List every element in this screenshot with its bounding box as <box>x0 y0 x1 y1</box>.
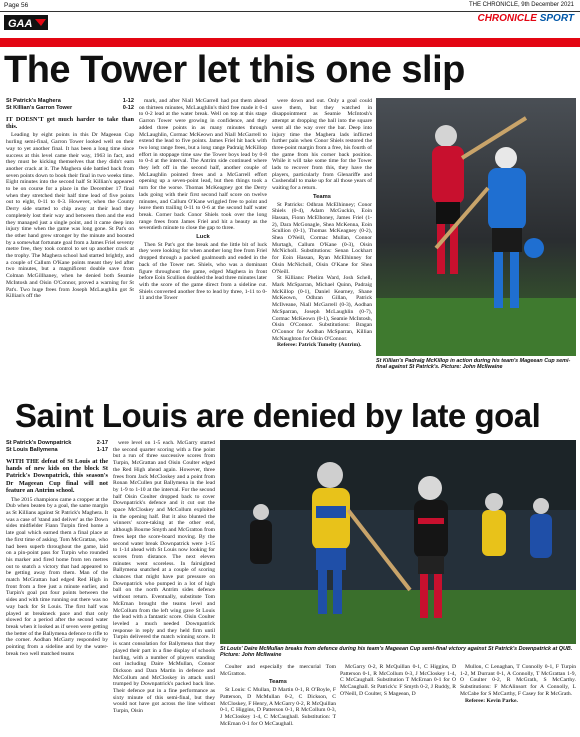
story1-subhead-teams: Teams <box>313 193 331 200</box>
team-name: St Patrick's Downpatrick <box>6 440 72 446</box>
story1-body: were down and out. Only a goal could save them, but they watched in disappointment as Seamie McIntosh's attempt at dropping the ball into the square went all the way over the bar. Deep into injury time the Maghera lads inflicted further pain when Conor Shiels restored the three-point margin from a free, his fourth of the game from his corner back position. While it will take some time for the Tower lads to recover from this, they have the players, particularly from Glenariffe and Cushendall to make up for all those years of waiting for a return. <box>272 98 372 192</box>
story2-column-2 <box>113 440 215 734</box>
brand-main: CHRONICLE <box>477 13 537 24</box>
gaa-logo <box>4 13 48 32</box>
story1-column-2 <box>139 98 267 388</box>
story1-intro: IT DOESN'T get much harder to take than this. <box>6 115 134 130</box>
story2-score-row <box>6 447 108 454</box>
brand-accent: SPORT <box>539 13 574 24</box>
team-score: 2-17 <box>96 440 108 446</box>
story2-caption: St Louis' Daire McMullan breaks from defence during his team's Mageean Cup semi-final victory against St Patrick's Downpatrick at QUB. Picture: John McIlwaine <box>220 646 573 659</box>
team-score: 1-17 <box>96 446 108 453</box>
story1-body: Then St Pat's got the break and the little bit of luck they were looking for when another long free from Friel dropped through a packed goalmouth and ended in the back of the Tower net. Shiels, who was a dominant figure throughout the game, edged Maghera in front before Eoin Scullion doubled the lead three minutes later with the score of the game direct from a sideline cut. Shiels converted another free to lead by three, 1-11 to 0-11 and the Tower <box>139 241 267 302</box>
story1-teams: St Patricks: Odhran McElhinney; Conor Shiels (0-4), Adam McGuckin, Eoin Hassan, Fionn McElhoney, James Friel (1-2), Dara McGonagle, Shea McKenna, Eoin Scullion (0-1), Thomas McKeagney (0-2), Shea O'Neill, Cormac Mullan, Connor Murtagh, Callum O'Kane (0-3), Oisin McNicholl. Substitutions: Senan Lockhart for Eoin Hassan, Ryan McElhinney for Oisin McNicholl, Oisin O'Kane for Shea O'Neill. <box>272 201 372 275</box>
team-name: St Louis Ballymena <box>6 446 58 453</box>
page-number: Page 56 <box>4 2 29 9</box>
story1-score-row <box>6 105 134 112</box>
story2-teams: St Louis: C Mullan, D Martin 0-1, R O'Boyle, F Patterson, D McMullan 0-2, C Dickson, C McCloskey, F Henry, A McGarry 0-2, R McQuillan 0-1, C Higgins, D Patterson 0-1, R McCollum 0-3, J McCloskey 1-4, C McCaughall. Substitution: T McErnan 0-1 for O McCaughall. <box>220 687 336 727</box>
story1-teams: St Killians: Phelim Ward, Josh Schell, Mark McSparran, Michael Quinn, Padraig McKillop (0-1), Daniel Kearney, Shane McKeown, Odhran Gillan, Patrick McIlveane, Niall McGarrell (0-3), Aodhan McSparran, Joseph McLaughlin (0-7), Cormac McKeown (0-1), Seamie McIntosh, Oisin O'Connor. Substitutions: Bragan O'Connor for Aodhan McSparran, Killian McNaughton for Oisin O'Connor. <box>272 275 372 342</box>
story2-headline: Saint Louis are denied by late goal <box>15 397 541 434</box>
story2-teams: McGarry 0-2, R McQuillan 0-1, C Higgins, D Patterson 0-1, R McCollum 0-3, J McCloskey 1-4, C McCaughall. Substitution T McErnan 0-1 for O McCaughall. St Patrick's: F Smyth 0-2, J Ruddy, R O'Neill, D Coulter, S Mageean, D <box>340 664 456 697</box>
story1-referee: Referee: Patrick Tumelty (Antrim). <box>277 342 362 349</box>
story2-body: Coulter and especially the mercurial Tom McGratton. <box>220 664 336 677</box>
story1-photo <box>376 98 576 356</box>
story2-body: were level on 1-5 each. McGarry started the second quarter scoring with a fine point but a run of three successive scores from Turpin, McGrattan and Oisin Coulter edged the Red High ahead again. However, three frees from Jack McCloskey and a point from Ronan McCullen put Ballymena in the lead by 1-9 to 1-10 at the interval. For the second half Oisin Coulter dropped back to cover Downpatrick's defence and it cut out the space McCloskey and McCollum exploited in the opening half. But it also blunted the winners' score-taking at the other end, although Bourne Smyth and McGratton from frees kept the score-board moving. By the second water break Downpatrick were 1-15 to 1-14 ahead with St Louis now looking for scores from distance. The next eleven minutes went scoreless. In fairsighted Ballymena snatched at a couple of scoring chances that might have put pressure on Downpatrick who pumped in a lot of high ball on the north Antrim sides defence without return. Eventually, substitute Tom McErnan brought the teams level and McCollum from the left wing gave St Louis the lead with a fantastic score. Oisin Coulter leveled a much needed Downpatrick response in reply and they held firm until Turpin delivered the match winning score. It is scant consolation for Ballymena that they played their part in a fine display of schools hurling, with a number of players standing out including Daire McMullan, Connor Dickson and Dara Martin in defence and McCollum and McCloskey in attack until trumped by Downpatrick's packed back line. Their defence put in a fine performance as sixty minute of this semi-final, but they would not have got across the line without Turpin, Oisin <box>113 440 215 715</box>
story2-referee: Referee: Kevin Parke. <box>465 697 518 704</box>
story2-column-4 <box>340 664 456 734</box>
story2-intro: WITH THE defeat of St Louis at the hands of new kids on the block St Patrick's Downpatrick, this season's Dr Mageean Cup final will not feature an Antrim school. <box>6 457 108 495</box>
svg-text:GAA: GAA <box>8 18 33 30</box>
story2-photo <box>220 440 576 644</box>
section-bar <box>0 38 580 47</box>
story2-column-5 <box>460 664 576 734</box>
story1-caption: St Killian's Padraig McKillop in action during his team's Mageean Cup semi-final against St Patrick's. Picture: John McIlwaine <box>376 358 571 371</box>
story1-score-row <box>6 98 134 105</box>
section-brand <box>477 13 574 24</box>
masthead-date: THE CHRONICLE, 9th December 2021 <box>468 2 574 8</box>
story2-score-row <box>6 440 108 447</box>
story1-body: Leading by eight points in this Dr Mageean Cup hurling semi-final, Garron Tower looked well on their way to yet another final. It has been a long time since success at this level came their way, 1963 in fact, and they must be kicking themselves that they didn't earn another crack at it. The Maghera side battled back from seven points down to book their final in two weeks time. Eight minutes into the second half St Killian's appeared to be on course for a place in the December 17 final when they stretched their half time lead of five points out to eight, 0-11 to 0-3. However, when the County Derry side started to chip away at their lead they completely lost their way and between then and the end they managed just a single point, and it came deep into injury time when the game was long gone. St Pat's on the other hand grew stronger by the minute and boosted by a somewhat fortunate goal from a James Friel seventy metre free, they took control to set up another crack at the trophy. The Maghera school had started brightly, and a couple of Callum O'Kane points meant they led after two minutes, but a magnificent double save from Colman McGillhaney, when he denied both Seamie McIntosh and Oisin O'Connor, proved a warning for St Pat's. Two huge frees from Joseph McLaughlin got St Killian's off the <box>6 132 134 300</box>
story2-column-3 <box>220 664 336 734</box>
team-name: St Patrick's Maghera <box>6 98 61 104</box>
story2-column-1 <box>6 440 108 734</box>
story1-column-1 <box>6 98 134 388</box>
story1-column-3 <box>272 98 372 388</box>
story1-body: mark, and after Niall McGarrell had put them ahead on thirteen minutes, McLaughlin's third free made it 0-4 to 0-2 lead at the water break. Well on top at this stage Garron Tower were growing in confidence, and they added three points in as many minutes through McLaughlin, Cormac McKeown and Niall McGarrell to extend the lead to five points. James Friel hit back with two long range frees, but a long range Padraig McKillop effort in stoppage time saw the Tower boys lead by 0-8 to 0-4 at the interval. The Antrim side continued where they left off in the second half, another couple of McLaughlin pointed frees and a McGarrell effort opening up a seven-point lead, but then things took a turn for the worse. Thomas McKeagney got the Derry lads going with their first second half score on twelve minutes, and Callum O'Kane wriggled free to point and leave them trailing 0-11 to 0-6 at the second half water break. Corner back Conor Shiels took over the long range frees from James Friel and hit a beauty as the seventieth minute to close the gap to three. <box>139 98 267 232</box>
story1-subhead-luck: Luck <box>196 234 210 241</box>
story1-headline: The Tower let this one slip <box>4 49 465 91</box>
story2-teams: Mullon, C Lenaghan, T Connolly 0-1, F Turpin 1-2, M Durrant 0-1, A Connolly, T McGrattan 1-9, O Coulter 0-2, R McGrath, S McCarthy. Substitutions: F McAlinsort for A Connolly, L McCabe for S McCarthy, F Casey for R McGrath. <box>460 664 576 697</box>
story2-subhead-teams: Teams <box>269 679 287 686</box>
team-score: 0-12 <box>122 104 134 111</box>
team-name: St Killian's Garron Tower <box>6 104 73 111</box>
story2-body: The 2015 champions came a cropper at the Dub when beaten by a goal, the same margin as St Killians against St Patrick's Maghera. It was a case of 'stand and deliver' as the Down sides midfielder Fiann Turpin fired home a late goal which earned them a final place at the first time of asking. Tom McGrattan, who had been superb throughout the game, laid on a pin-point pass for Turpin who rounded his marker and fired home from ten metres out to snatch a victory that had appeared to be getting away from them. Man of the match McGrattan had edged Red High in front from a free just a minute earlier, and Turpin's goal put four points between the sides and with time running out there was no way back for St Louis. The first half was played at breakneck pace and that only slowed for a period after the second water break when it looked as if seven were getting the better of the Ballymena defence to rifle to the corner. Aodhan McGarry responded by pointing from a sideline and by the water-break two well matched teams <box>6 496 108 657</box>
team-score: 1-12 <box>122 98 134 104</box>
